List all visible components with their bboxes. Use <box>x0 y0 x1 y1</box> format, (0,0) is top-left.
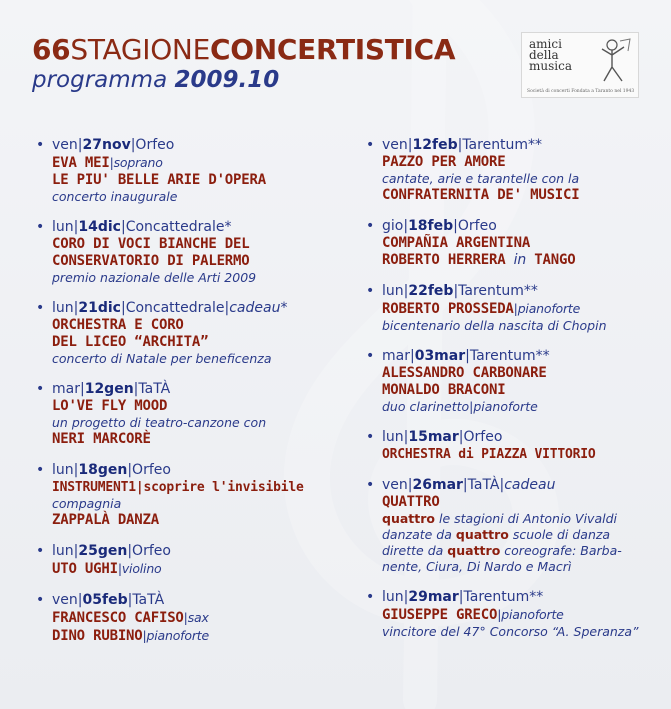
event-item: • mar|03mar|Tarentum** ALESSANDRO CARBONARE MONALDO BRACONI duo clarinetto|pianoforte <box>366 348 666 415</box>
event-item: • ven|26mar|TaTÀ|cadeau QUATTRO quattro le stagioni di Antonio Vivaldi danzate da quattro scuole di danza dirette da quattro coreografe: Barba- nente, Ciura, Di Nardo e Macrì <box>366 477 666 575</box>
event-dateline: gio|18feb|Orfeo <box>382 218 497 234</box>
event-dateline: mar|12gen|TaTÀ <box>52 381 171 397</box>
logo-caption: Società di concerti Fondata a Taranto nel 1943 <box>527 89 635 94</box>
event-performer: QUATTRO <box>382 494 440 510</box>
event-title: INSTRUMENT1|scoprire l'invisibile <box>52 480 304 495</box>
event-item: • gio|18feb|Orfeo COMPAÑIA ARGENTINA ROBERTO HERRERA in TANGO <box>366 218 666 269</box>
event-performer: CONFRATERNITA DE' MUSICI <box>382 187 580 203</box>
event-performer: CONSERVATORIO DI PALERMO <box>52 253 250 269</box>
program-year: 2009.10 <box>174 67 280 93</box>
event-performer: ORCHESTRA di PIAZZA VITTORIO <box>382 447 596 462</box>
event-dateline: lun|22feb|Tarentum** <box>382 283 538 299</box>
musician-figure-icon <box>596 37 632 85</box>
event-note: compagnia <box>52 496 122 511</box>
event-note: premio nazionale delle Arti 2009 <box>52 270 257 285</box>
event-dateline: lun|14dic|Concattedrale* <box>52 219 232 235</box>
event-dateline: lun|29mar|Tarentum** <box>382 589 544 605</box>
event-performer: ROBERTO HERRERA in TANGO <box>382 252 576 268</box>
concertistica-word: CONCERTISTICA <box>209 33 456 66</box>
event-note: concerto inaugurale <box>52 189 178 204</box>
event-note: vincitore del 47° Concorso “A. Speranza” <box>382 624 639 639</box>
event-item: • lun|15mar|Orfeo ORCHESTRA di PIAZZA VITTORIO <box>366 429 666 463</box>
event-dateline: lun|15mar|Orfeo <box>382 429 503 445</box>
event-note: quattro le stagioni di Antonio Vivaldi danzate da quattro scuole di danza dirette da quattro coreografe: Barba- nente, Ciura, Di Nardo e Macrì <box>382 511 622 574</box>
page-header <box>32 34 455 94</box>
event-note: duo clarinetto|pianoforte <box>382 399 538 414</box>
event-title: LE PIU' BELLE ARIE D'OPERA <box>52 172 266 188</box>
left-column <box>36 137 326 659</box>
event-performer: MONALDO BRACONI <box>382 382 506 398</box>
logo-wordmark: amici della musica <box>529 37 572 73</box>
event-title: LO'VE FLY MOOD <box>52 398 168 414</box>
event-item: • mar|12gen|TaTÀ LO'VE FLY MOOD un progetto di teatro-canzone con NERI MARCORÈ <box>36 381 326 448</box>
event-dateline: lun|25gen|Orfeo <box>52 543 171 559</box>
event-note: un progetto di teatro-canzone con <box>52 415 267 430</box>
event-item: • lun|22feb|Tarentum** ROBERTO PROSSEDA|pianoforte bicentenario della nascita di Chopin <box>366 283 666 334</box>
season-word: STAGIONE <box>70 33 210 66</box>
right-column <box>366 137 666 654</box>
event-performer: FRANCESCO CAFISO|sax <box>52 610 209 626</box>
event-performer: ZAPPALÀ DANZA <box>52 512 159 528</box>
event-item: • ven|05feb|TaTÀ FRANCESCO CAFISO|sax DINO RUBINO|pianoforte <box>36 592 326 645</box>
event-item: • lun|29mar|Tarentum** GIUSEPPE GRECO|pianoforte vincitore del 47° Concorso “A. Speranza” <box>366 589 666 640</box>
event-performer: COMPAÑIA ARGENTINA <box>382 235 531 251</box>
event-dateline: ven|27nov|Orfeo <box>52 137 175 153</box>
event-performer: CORO DI VOCI BIANCHE DEL <box>52 236 250 252</box>
event-performer: DEL LICEO “ARCHITA” <box>52 334 209 350</box>
event-item: • lun|18gen|Orfeo INSTRUMENT1|scoprire l'invisibile compagnia ZAPPALÀ DANZA <box>36 462 326 529</box>
program-subtitle <box>32 66 455 94</box>
event-performer: ALESSANDRO CARBONARE <box>382 365 547 381</box>
event-item: • lun|14dic|Concattedrale* CORO DI VOCI BIANCHE DEL CONSERVATORIO DI PALERMO premio nazionale delle Arti 2009 <box>36 219 326 286</box>
event-dateline: mar|03mar|Tarentum** <box>382 348 550 364</box>
event-title: PAZZO PER AMORE <box>382 154 506 170</box>
event-note: concerto di Natale per beneficenza <box>52 351 272 366</box>
event-item: • ven|12feb|Tarentum** PAZZO PER AMORE cantate, arie e tarantelle con la CONFRATERNITA DE' MUSICI <box>366 137 666 204</box>
amici-della-musica-logo <box>521 32 639 98</box>
event-note: bicentenario della nascita di Chopin <box>382 318 607 333</box>
event-dateline: ven|26mar|TaTÀ|cadeau <box>382 477 556 493</box>
event-performer: GIUSEPPE GRECO|pianoforte <box>382 607 564 623</box>
event-performer: UTO UGHI|violino <box>52 561 162 577</box>
event-dateline: lun|21dic|Concattedrale|cadeau* <box>52 300 288 316</box>
event-performer: NERI MARCORÈ <box>52 431 151 447</box>
event-item: • lun|21dic|Concattedrale|cadeau* ORCHESTRA E CORO DEL LICEO “ARCHITA” concerto di Natale per beneficenza <box>36 300 326 367</box>
event-item: • ven|27nov|Orfeo EVA MEI|soprano LE PIU' BELLE ARIE D'OPERA concerto inaugurale <box>36 137 326 205</box>
season-title <box>32 34 455 66</box>
event-performer: ORCHESTRA E CORO <box>52 317 184 333</box>
event-note: cantate, arie e tarantelle con la <box>382 171 580 186</box>
event-dateline: lun|18gen|Orfeo <box>52 462 171 478</box>
event-dateline: ven|12feb|Tarentum** <box>382 137 543 153</box>
event-performer: DINO RUBINO|pianoforte <box>52 628 209 644</box>
season-number: 66 <box>32 33 71 66</box>
event-performer: ROBERTO PROSSEDA|pianoforte <box>382 301 581 317</box>
event-item: • lun|25gen|Orfeo UTO UGHI|violino <box>36 543 326 578</box>
event-dateline: ven|05feb|TaTÀ <box>52 592 165 608</box>
program-word: programma <box>32 67 168 93</box>
event-performer: EVA MEI|soprano <box>52 155 163 171</box>
